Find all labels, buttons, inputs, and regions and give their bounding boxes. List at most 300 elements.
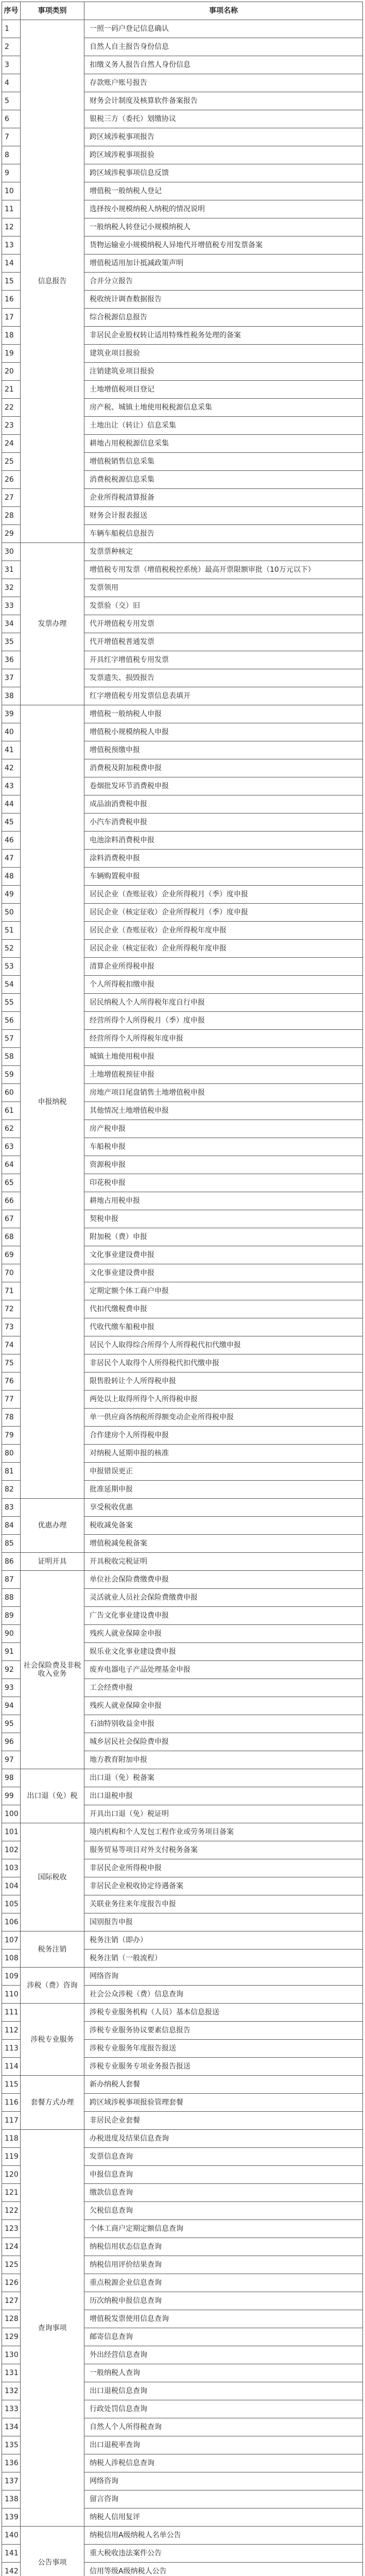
item-name-cell: 发票验（交）旧 (84, 597, 363, 615)
item-name-cell: 出口退税申报 (84, 1787, 363, 1805)
row-index: 75 (2, 1354, 21, 1372)
table-body (2, 20, 363, 2576)
row-index: 67 (2, 1210, 21, 1228)
table-header-row (2, 2, 363, 20)
item-name-cell: 印花税申报 (84, 1174, 363, 1192)
item-name-cell: 文化事业建设费申报 (84, 1246, 363, 1264)
row-index: 130 (2, 2346, 21, 2364)
item-name-cell: 开具红字增值税专用发票 (84, 651, 363, 669)
row-index: 137 (2, 2472, 21, 2490)
item-name-cell: 合并分立报告 (84, 273, 363, 291)
item-name-cell: 单一供应商各纳税所得额变动企业所得税申报 (84, 1409, 363, 1427)
row-index: 122 (2, 2202, 21, 2220)
item-name-cell: 代开增值税普通发票 (84, 633, 363, 651)
row-index: 50 (2, 904, 21, 922)
item-name-cell: 纳税信用评价结果查询 (84, 2256, 363, 2274)
item-name-cell: 涉税专业服务专项业务报告报送 (84, 2058, 363, 2076)
item-name-cell: 增值税一般纳税人登记 (84, 182, 363, 200)
item-name-cell: 重大税收违法案件公告 (84, 2545, 363, 2563)
item-name-cell: 车辆车船税信息报告 (84, 525, 363, 543)
row-index: 23 (2, 417, 21, 435)
item-name-cell: 欠税信息查询 (84, 2202, 363, 2220)
row-index: 37 (2, 669, 21, 687)
item-name-cell: 出口退税率查询 (84, 2436, 363, 2454)
row-index: 16 (2, 291, 21, 309)
category-cell: 套餐方式办理 (21, 2076, 84, 2130)
row-index: 68 (2, 1228, 21, 1246)
row-index: 135 (2, 2436, 21, 2454)
row-index: 95 (2, 1715, 21, 1733)
row-index: 91 (2, 1643, 21, 1661)
row-index: 4 (2, 74, 21, 92)
row-index: 114 (2, 2058, 21, 2076)
row-index: 115 (2, 2076, 21, 2094)
row-index: 142 (2, 2563, 21, 2576)
item-name-cell: 灵活就业人员社会保险费缴费申报 (84, 1589, 363, 1607)
row-index: 9 (2, 164, 21, 182)
row-index: 45 (2, 814, 21, 832)
item-name-cell: 居民企业（核定征收）企业所得税月（季）度申报 (84, 904, 363, 922)
row-index: 106 (2, 1913, 21, 1931)
item-name-cell: 两处以上取得所得个人所得税申报 (84, 1391, 363, 1409)
row-index: 63 (2, 1138, 21, 1156)
row-index: 96 (2, 1733, 21, 1751)
item-name-cell: 车辆购置税申报 (84, 868, 363, 886)
row-index: 141 (2, 2545, 21, 2563)
row-index: 72 (2, 1300, 21, 1318)
item-name-cell: 居民企业（查账征收）企业所得税月（季）度申报 (84, 886, 363, 904)
item-name-cell: 税务注销（一般流程） (84, 1950, 363, 1968)
item-name-cell: 契税申报 (84, 1210, 363, 1228)
item-name-cell: 增值税预缴申报 (84, 741, 363, 759)
row-index: 57 (2, 1030, 21, 1048)
row-index: 131 (2, 2364, 21, 2382)
row-index: 36 (2, 651, 21, 669)
row-index: 70 (2, 1264, 21, 1282)
item-name-cell: 石油特别收益金申报 (84, 1715, 363, 1733)
item-name-cell: 企业所得税清算报备 (84, 489, 363, 507)
row-index: 24 (2, 435, 21, 453)
row-index: 109 (2, 1968, 21, 1986)
row-index: 82 (2, 1481, 21, 1499)
row-index: 15 (2, 273, 21, 291)
item-name-cell: 税务注销（即办） (84, 1931, 363, 1950)
row-index: 41 (2, 741, 21, 759)
row-index: 43 (2, 777, 21, 795)
item-name-cell: 国别报告申报 (84, 1913, 363, 1931)
row-index: 78 (2, 1409, 21, 1427)
row-index: 88 (2, 1589, 21, 1607)
item-name-cell: 电池涂料消费税申报 (84, 832, 363, 850)
row-index: 126 (2, 2274, 21, 2292)
row-index: 18 (2, 327, 21, 345)
row-index: 133 (2, 2400, 21, 2418)
item-name-cell: 财务会计报表报送 (84, 507, 363, 525)
item-name-cell: 选择按小规模纳税人纳税的情况说明 (84, 200, 363, 218)
table-row (2, 1968, 363, 1986)
item-name-cell: 经营所得个人所得税月（季）度申报 (84, 1012, 363, 1030)
item-name-cell: 税收减免备案 (84, 1517, 363, 1535)
item-name-cell: 一照一码户登记信息确认 (84, 20, 363, 38)
row-index: 138 (2, 2490, 21, 2509)
table-row (2, 1499, 363, 1517)
row-index: 132 (2, 2382, 21, 2400)
item-name-cell: 银税三方（委托）划缴协议 (84, 110, 363, 128)
item-name-cell: 重点税源企业信息查询 (84, 2274, 363, 2292)
item-name-cell: 存款账户账号报告 (84, 74, 363, 92)
item-name-cell: 增值税小规模纳税人申报 (84, 723, 363, 741)
row-index: 42 (2, 759, 21, 777)
row-index: 76 (2, 1372, 21, 1391)
row-index: 64 (2, 1156, 21, 1174)
row-index: 10 (2, 182, 21, 200)
row-index: 60 (2, 1084, 21, 1102)
row-index: 20 (2, 363, 21, 381)
row-index: 127 (2, 2292, 21, 2310)
item-name-cell: 行政处罚信息查询 (84, 2400, 363, 2418)
item-name-cell: 跨区域涉税事项报验管理套餐 (84, 2094, 363, 2112)
item-name-cell: 居民个人取得综合所得个人所得税代扣代缴申报 (84, 1336, 363, 1354)
item-name-cell: 发票遗失、损毁报告 (84, 669, 363, 687)
row-index: 108 (2, 1950, 21, 1968)
row-index: 52 (2, 940, 21, 958)
item-name-cell: 网络咨询 (84, 2472, 363, 2490)
row-index: 38 (2, 687, 21, 705)
item-name-cell: 单位社会保险费缴费申报 (84, 1571, 363, 1589)
item-name-cell: 文化事业建设费申报 (84, 1264, 363, 1282)
item-name-cell: 居民纳税人个人所得税年度自行申报 (84, 994, 363, 1012)
item-name-cell: 增值税专用发票（增值税税控系统）最高开票限额审批（10万元以下） (84, 561, 363, 579)
item-name-cell: 网络咨询 (84, 1968, 363, 1986)
table-row (2, 1931, 363, 1950)
table-row (2, 2130, 363, 2148)
row-index: 54 (2, 976, 21, 994)
item-name-cell: 残疾人就业保障金申报 (84, 1697, 363, 1715)
table-row (2, 1769, 363, 1787)
row-index: 71 (2, 1282, 21, 1300)
category-cell: 社会保险费及非税收入业务 (21, 1571, 84, 1769)
row-index: 29 (2, 525, 21, 543)
row-index: 111 (2, 2004, 21, 2022)
row-index: 94 (2, 1697, 21, 1715)
item-name-cell: 批准延期申报 (84, 1481, 363, 1499)
category-cell: 证明开具 (21, 1553, 84, 1571)
category-cell: 出口退（免）税 (21, 1769, 84, 1823)
item-name-cell: 自然人自主报告身份信息 (84, 38, 363, 56)
table-row (2, 1571, 363, 1589)
row-index: 3 (2, 56, 21, 74)
row-index: 79 (2, 1427, 21, 1445)
row-index: 139 (2, 2509, 21, 2527)
row-index: 39 (2, 705, 21, 723)
row-index: 125 (2, 2256, 21, 2274)
row-index: 90 (2, 1625, 21, 1643)
item-name-cell: 经营所得个人所得税年度申报 (84, 1030, 363, 1048)
row-index: 101 (2, 1823, 21, 1841)
row-index: 83 (2, 1499, 21, 1517)
row-index: 69 (2, 1246, 21, 1264)
item-name-cell: 历次纳税申报信息查询 (84, 2292, 363, 2310)
item-name-cell: 货物运输业小规模纳税人异地代开增值税专用发票备案 (84, 236, 363, 255)
item-name-cell: 限售股转让个人所得税申报 (84, 1372, 363, 1391)
item-name-cell: 城镇土地使用税申报 (84, 1048, 363, 1066)
item-name-cell: 社会公众涉税（费）信息查询 (84, 1986, 363, 2004)
item-name-cell: 成品油消费税申报 (84, 795, 363, 814)
item-name-cell: 涉税专业服务协议要素信息报告 (84, 2022, 363, 2040)
table-row (2, 2527, 363, 2545)
row-index: 112 (2, 2022, 21, 2040)
item-name-cell: 代收代缴车船税申报 (84, 1318, 363, 1336)
row-index: 46 (2, 832, 21, 850)
row-index: 7 (2, 128, 21, 146)
row-index: 107 (2, 1931, 21, 1950)
item-name-cell: 出口退税信息查询 (84, 2382, 363, 2400)
item-name-cell: 土地出让（转让）信息采集 (84, 417, 363, 435)
row-index: 47 (2, 850, 21, 868)
row-index: 8 (2, 146, 21, 164)
row-index: 87 (2, 1571, 21, 1589)
row-index: 1 (2, 20, 21, 38)
row-index: 129 (2, 2328, 21, 2346)
row-index: 99 (2, 1787, 21, 1805)
row-index: 80 (2, 1445, 21, 1463)
row-index: 48 (2, 868, 21, 886)
item-name-cell: 缴款信息查询 (84, 2184, 363, 2202)
item-name-cell: 跨区域涉税事项报告 (84, 128, 363, 146)
item-name-cell: 居民企业（查账征收）企业所得税年度申报 (84, 922, 363, 940)
item-name-cell: 红字增值税专用发票信息表填开 (84, 687, 363, 705)
row-index: 44 (2, 795, 21, 814)
item-name-cell: 耕地占用税申报 (84, 1192, 363, 1210)
row-index: 85 (2, 1535, 21, 1553)
table-row (2, 705, 363, 723)
item-name-cell: 增值税销售信息采集 (84, 453, 363, 471)
item-name-cell: 个体工商户定期定额信息查询 (84, 2220, 363, 2238)
header-item-name: 事项名称 (84, 2, 363, 20)
item-name-cell: 非居民企业套餐 (84, 2112, 363, 2130)
row-index: 14 (2, 255, 21, 273)
item-name-cell: 发票票种核定 (84, 543, 363, 561)
table-row (2, 1553, 363, 1571)
item-name-cell: 房地产项目尾盘销售土地增值税申报 (84, 1084, 363, 1102)
row-index: 55 (2, 994, 21, 1012)
row-index: 65 (2, 1174, 21, 1192)
item-name-cell: 居民企业（核定征收）企业所得税年度申报 (84, 940, 363, 958)
row-index: 58 (2, 1048, 21, 1066)
row-index: 59 (2, 1066, 21, 1084)
item-name-cell: 非居民企业股权转让适用特殊性税务处理的备案 (84, 327, 363, 345)
item-name-cell: 非居民企业所得税申报 (84, 1859, 363, 1877)
item-name-cell: 代开增值税专用发票 (84, 615, 363, 633)
item-name-cell: 房产税申报 (84, 1120, 363, 1138)
item-name-cell: 土地增值税项目登记 (84, 381, 363, 399)
row-index: 5 (2, 92, 21, 110)
item-name-cell: 办税进度及结果信息查询 (84, 2130, 363, 2148)
row-index: 74 (2, 1336, 21, 1354)
category-cell: 涉税（费）咨询 (21, 1968, 84, 2004)
row-index: 11 (2, 200, 21, 218)
row-index: 51 (2, 922, 21, 940)
item-name-cell: 附加税（费）申报 (84, 1228, 363, 1246)
item-name-cell: 广告文化事业建设费申报 (84, 1607, 363, 1625)
item-name-cell: 房产税、城镇土地使用税税源信息采集 (84, 399, 363, 417)
row-index: 34 (2, 615, 21, 633)
item-name-cell: 增值税一般纳税人申报 (84, 705, 363, 723)
item-name-cell: 消费税及附加税费申报 (84, 759, 363, 777)
item-name-cell: 新办纳税人套餐 (84, 2076, 363, 2094)
row-index: 12 (2, 218, 21, 236)
item-name-cell: 城乡居民社会保险费申报 (84, 1733, 363, 1751)
item-name-cell: 建筑业项目报验 (84, 345, 363, 363)
item-name-cell: 非居民个人取得个人所得税代扣代缴申报 (84, 1354, 363, 1372)
item-name-cell: 资源税申报 (84, 1156, 363, 1174)
table-row (2, 543, 363, 561)
row-index: 56 (2, 1012, 21, 1030)
row-index: 103 (2, 1859, 21, 1877)
item-name-cell: 卷烟批发环节消费税申报 (84, 777, 363, 795)
table-row (2, 20, 363, 38)
row-index: 105 (2, 1895, 21, 1913)
item-name-cell: 小汽车消费税申报 (84, 814, 363, 832)
row-index: 100 (2, 1805, 21, 1823)
row-index: 134 (2, 2418, 21, 2436)
row-index: 104 (2, 1877, 21, 1895)
row-index: 77 (2, 1391, 21, 1409)
item-name-cell: 耕地占用税税源信息采集 (84, 435, 363, 453)
service-items-table (2, 2, 363, 2576)
item-name-cell: 跨区域涉税事项报验 (84, 146, 363, 164)
table-row (2, 2004, 363, 2022)
row-index: 128 (2, 2310, 21, 2328)
item-name-cell: 增值税发票使用信息查询 (84, 2310, 363, 2328)
row-index: 26 (2, 471, 21, 489)
item-name-cell: 残疾人就业保障金申报 (84, 1625, 363, 1643)
row-index: 98 (2, 1769, 21, 1787)
item-name-cell: 开具出口退（免）税证明 (84, 1805, 363, 1823)
item-name-cell: 享受税收优惠 (84, 1499, 363, 1517)
item-name-cell: 纳税人涉税信息查询 (84, 2454, 363, 2472)
row-index: 49 (2, 886, 21, 904)
row-index: 97 (2, 1751, 21, 1769)
row-index: 17 (2, 309, 21, 327)
row-index: 32 (2, 579, 21, 597)
row-index: 86 (2, 1553, 21, 1571)
row-index: 89 (2, 1607, 21, 1625)
row-index: 6 (2, 110, 21, 128)
row-index: 121 (2, 2184, 21, 2202)
item-name-cell: 对纳税人延期申报的核准 (84, 1445, 363, 1463)
item-name-cell: 非居民企业税收协定待遇备案 (84, 1877, 363, 1895)
row-index: 21 (2, 381, 21, 399)
item-name-cell: 其他情况土地增值税申报 (84, 1102, 363, 1120)
item-name-cell: 消费税税源信息采集 (84, 471, 363, 489)
row-index: 13 (2, 236, 21, 255)
row-index: 92 (2, 1661, 21, 1679)
item-name-cell: 邮寄信息查询 (84, 2328, 363, 2346)
item-name-cell: 申报信息查询 (84, 2166, 363, 2184)
row-index: 61 (2, 1102, 21, 1120)
item-name-cell: 税收统计调查数据报告 (84, 291, 363, 309)
row-index: 35 (2, 633, 21, 651)
item-name-cell: 财务会计制度及核算软件备案报告 (84, 92, 363, 110)
item-name-cell: 一般纳税人转登记小规模纳税人 (84, 218, 363, 236)
item-name-cell: 定期定额个体工商户申报 (84, 1282, 363, 1300)
item-name-cell: 发票信息查询 (84, 2148, 363, 2166)
item-name-cell: 清算企业所得税申报 (84, 958, 363, 976)
item-name-cell: 涂料消费税申报 (84, 850, 363, 868)
row-index: 118 (2, 2130, 21, 2148)
item-name-cell: 代扣代缴税费申报 (84, 1300, 363, 1318)
row-index: 140 (2, 2527, 21, 2545)
header-category: 事项类别 (21, 2, 84, 20)
table-row (2, 1823, 363, 1841)
item-name-cell: 工会经费申报 (84, 1679, 363, 1697)
item-name-cell: 关联业务往来年度报告申报 (84, 1895, 363, 1913)
row-index: 136 (2, 2454, 21, 2472)
item-name-cell: 车船税申报 (84, 1138, 363, 1156)
item-name-cell: 涉税专业服务机构（人员）基本信息报送 (84, 2004, 363, 2022)
category-cell: 查询事项 (21, 2130, 84, 2527)
row-index: 102 (2, 1841, 21, 1859)
row-index: 120 (2, 2166, 21, 2184)
category-cell: 税务注销 (21, 1931, 84, 1968)
category-cell: 申报纳税 (21, 705, 84, 1499)
row-index: 22 (2, 399, 21, 417)
row-index: 33 (2, 597, 21, 615)
row-index: 84 (2, 1517, 21, 1535)
row-index: 117 (2, 2112, 21, 2130)
row-index: 31 (2, 561, 21, 579)
item-name-cell: 增值税减免税备案 (84, 1535, 363, 1553)
row-index: 93 (2, 1679, 21, 1697)
item-name-cell: 自然人个人所得税查询 (84, 2418, 363, 2436)
item-name-cell: 信用等级A级纳税人公告 (84, 2563, 363, 2576)
item-name-cell: 开具税收完税证明 (84, 1553, 363, 1571)
item-name-cell: 合作建房个人所得税申报 (84, 1427, 363, 1445)
item-name-cell: 跨区域涉税事项信息反馈 (84, 164, 363, 182)
category-cell: 涉税专业服务 (21, 2004, 84, 2076)
row-index: 124 (2, 2238, 21, 2256)
row-index: 66 (2, 1192, 21, 1210)
item-name-cell: 土地增值税预征申报 (84, 1066, 363, 1084)
item-name-cell: 服务贸易等项目对外支付税务备案 (84, 1841, 363, 1859)
item-name-cell: 涉税专业服务年度报告报送 (84, 2040, 363, 2058)
row-index: 30 (2, 543, 21, 561)
item-name-cell: 外出经营信息查询 (84, 2346, 363, 2364)
item-name-cell: 纳税信用A级纳税人名单公告 (84, 2527, 363, 2545)
row-index: 62 (2, 1120, 21, 1138)
row-index: 113 (2, 2040, 21, 2058)
row-index: 81 (2, 1463, 21, 1481)
row-index: 116 (2, 2094, 21, 2112)
row-index: 110 (2, 1986, 21, 2004)
item-name-cell: 个人所得税扣缴申报 (84, 976, 363, 994)
category-cell: 发票办理 (21, 543, 84, 705)
row-index: 27 (2, 489, 21, 507)
row-index: 25 (2, 453, 21, 471)
row-index: 73 (2, 1318, 21, 1336)
item-name-cell: 综合税源信息报告 (84, 309, 363, 327)
row-index: 28 (2, 507, 21, 525)
category-cell: 国际税收 (21, 1823, 84, 1931)
item-name-cell: 扣缴义务人报告自然人身份信息 (84, 56, 363, 74)
item-name-cell: 注销建筑业项目报验 (84, 363, 363, 381)
category-cell: 信息报告 (21, 20, 84, 543)
item-name-cell: 纳税信用状态信息查询 (84, 2238, 363, 2256)
item-name-cell: 纳税人信用复评 (84, 2509, 363, 2527)
row-index: 19 (2, 345, 21, 363)
header-index: 序号 (2, 2, 21, 20)
